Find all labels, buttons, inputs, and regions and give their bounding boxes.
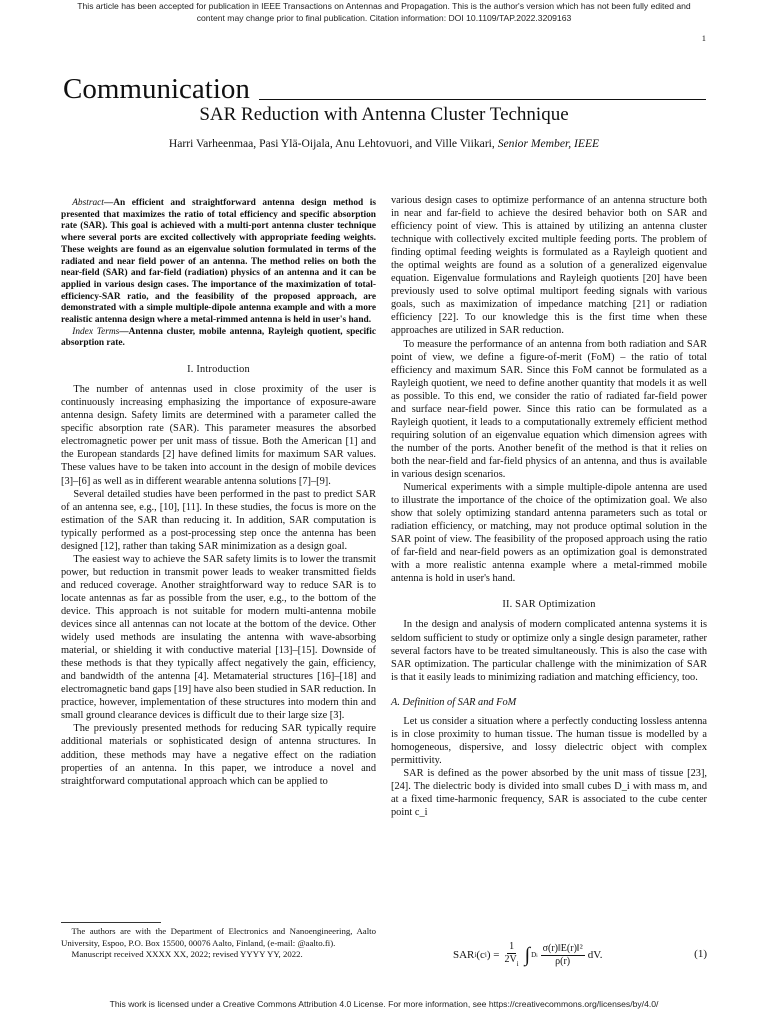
index-terms-label: Index Terms [72,326,120,337]
eq-fraction [502,941,520,970]
abstract [61,198,376,327]
author-footnote [61,922,376,961]
header-rule [259,99,706,100]
eq-lhs-arg: (c [476,949,485,961]
body-paragraph: SAR is defined as the power absorbed by the unit mass of tissue [23], [24]. The dielectric body is divided into small cubes D_i with mass m, and at a fixed time-harmonic frequency, SAR is associated to the cube center point c_i [391,767,707,819]
article-kind: Communication [63,73,250,105]
footnote-affiliation: The authors are with the Department of Electronics and Nanoengineering, Aalto University, Espoo, P.O. Box 15500, 00076 Aalto, Finland, (e-mail: @aalto.fi). [61,926,376,948]
eq-integral-domain-text: D [531,951,537,959]
eq-lhs-arg-sub: i [484,951,487,959]
integral-sign: ∫ [524,944,531,966]
body-paragraph: Numerical experiments with a simple multiple-dipole antenna are used to illustrate the importance of the choice of the optimization goal. We also show that solely optimizing standard antenna parameters such as total or radiation efficiency, or matching, may not produce optimal solution in the SAR point of view. The feasibility of the proposed approach using the ratio of far-field and near-field powers as an optimization goal is demonstrated with a more realistic antenna example where a metal-rimmed mobile antenna is hold in user's hand. [391,482,707,585]
index-terms-text: —Antenna cluster, mobile antenna, Rayleigh quotient, specific absorption rate. [61,326,377,349]
paper-title: SAR Reduction with Antenna Cluster Technique [199,104,569,125]
abstract-label: Abstract [72,198,104,208]
body-paragraph: In the design and analysis of modern complicated antenna systems it is seldom sufficient to study or optimize only a single design parameter, rather several factors have to be treated simultaneously. This is also the case with SAR optimization. The particular challenge with the minimization of SAR is that it easily leads to minimizing radiation and matching efficiency, too. [391,619,707,683]
eq-fraction-num: 1 [509,940,515,952]
footnote-rule [61,922,161,923]
publication-notice-line-2: content may change prior to final publication. Citation information: DOI 10.1109/TAP.2022.3209163 [196,13,572,23]
left-column [61,198,376,788]
eq-differential: dV. [587,949,603,961]
author-names: Harri Varheenmaa, Pasi Ylä-Oijala, Anu Lehtovuori, and Ville Viikari, [168,137,495,150]
eq-integral-domain [531,951,537,959]
footnote-manuscript: Manuscript received XXXX XX, 2022; revised YYYY YY, 2022. [71,949,303,960]
publication-notice-line-1: This article has been accepted for publication in IEEE Transactions on Antennas and Propagation. This is the author's version which has not been fully edited and [77,1,691,11]
equation-number: (1) [694,948,707,960]
body-paragraph: To measure the performance of an antenna from both radiation and SAR point of view, we define a figure-of-merit (FoM) – the ratio of total efficiency and maximum SAR. Since this FoM cannot be formulated as a Rayleigh quotient, we need to define another quantity that models it as well as possible. To this end, we consider the ratio of radiated far-field power and surface near-field power. Since this ratio can be formulated as a Rayleigh quotient, it leads to a computationally extremely efficient method requiring solution of an eigenvalue equation which dimension agrees with the number of the ports. Another benefit of the method is that it relies on both the near-field and far-field physics of an antenna, and thus is available in various design scenarios. [391,338,707,480]
body-paragraph: Let us consider a situation where a perfectly conducting lossless antenna is in close proximity to human tissue. The human tissue is modelled by a homogeneous, dispersive, and lossy dielectric object with complex permittivity. [391,715,707,766]
eq-fraction-den [502,954,520,970]
intro-paragraph: The number of antennas used in close proximity of the user is continuously increasing emphasizing the importance of exposure-aware antenna design. Safety limits are determined with a parameter called the specific absorption rate (SAR). This parameter measures the absorbed electromagnetic power per unit mass of tissue. Both the American [1] and the European standards [2] have defined limits for maximum SAR values. These values have to be taken into account in the design of mobile devices [3]–[6] as well as in different wearable antenna solutions [7]–[9]. [61,384,376,487]
intro-paragraph: Several detailed studies have been performed in the past to predict SAR of an antenna see, e.g., [10], [11]. In these studies, the focus is more on the estimation of the SAR than reducing it. In addition, SAR computation is typically performed as a post-processing step once the antenna has been designed [12], rather than taking SAR minimization as a design goal. [61,488,376,552]
eq-integrand-num: σ(r)‖E(r)‖² [542,942,583,954]
right-column [391,194,707,819]
eq-integral-domain-sub: i [536,954,538,959]
body-paragraph: various design cases to optimize performance of an antenna structure both in near and far-field to achieve the desired behavior both on SAR and efficiency point of view. This is attained by utilizing an antenna cluster technique with collectively excited multiple feeding ports. The problem of finding optimal feeding weights is formulated as a Rayleigh quotient and the optimal weights are found as a solution of a generalized eigenvalue equation. Eigenvalue formulations and Rayleigh quotients [20] have been previously used to solve optimal multiport feeding signals with various goals, such as maximization of impedance matching [21] or radiation efficiency [22]. To our knowledge this is the first time when these approaches are utilized in SAR reduction. [391,195,707,337]
eq-lhs-close: ) = [486,949,500,961]
intro-paragraph: The previously presented methods for reducing SAR typically require additional materials or sophisticated design of antenna structures. In addition, these methods may have a negative effect on the radiation properties of an antenna. In this paper, we introduce a novel and straightforward computational approach which can be applied to [61,723,376,787]
license-notice: This work is licensed under a Creative Commons Attribution 4.0 License. For more information, see https://creativecommons.org/licenses/by/4.0/ [109,999,659,1009]
eq-fraction-den-sub: i [516,959,519,968]
author-list [0,137,768,150]
article-kind-header [63,72,706,106]
eq-integrand-den: ρ(r) [555,955,571,967]
equation-body [453,940,602,970]
publication-notice [0,0,768,24]
intro-paragraph: The easiest way to achieve the SAR safety limits is to lower the transmit power, but reduction in transmit power leads to weaker transmitted fields and reduced coverage. Another straightforward way to reduce SAR is to locate antennas as far as possible from the user, e.g., to the bottom of the device. This approach is not suitable for modern multi-antenna mobile devices since all antennas can not locate at the bottom of the device. Other widely used methods are insulating the antenna with wave-absorbing material, or shielding it with conductive material [13]–[15]. Downside of these methods is that they typically affect negatively the gain, efficiency, and bandwidth of the antenna [4]. Metamaterial structures [16]–[18] and electromagnetic band gaps [19] have also been studied in SAR reduction. In practice, however, implementation of these structures into modern thin and small ground clearance devices is difficult due to their large size [3]. [61,553,376,722]
page-number: 1 [701,33,706,43]
equation-sar [391,940,707,970]
eq-lhs-sub: i [474,951,477,959]
subsection-heading-definition: A. Definition of SAR and FoM [391,696,517,708]
section-heading-introduction: I. Introduction [187,364,250,376]
section-heading-sar-optimization: II. SAR Optimization [502,599,596,611]
eq-fraction-den-text: 2V [504,953,517,965]
eq-integrand [541,943,585,968]
eq-lhs: SAR [453,949,475,961]
abstract-text: —An efficient and straightforward antenna design method is presented that maximizes the ratio of total efficiency and specific absorption rate (SAR). This goal is achieved with a multi-port antenna cluster technique where several ports are excited collectively with appropriate feeding weights. These weights are found as an eigenvalue solution formulated in terms of the radiated and near field power of an antenna. The method relies on both the near-field (SAR) and far-field (radiation) physics of an antenna and it can be applied in various design cases. The importance of the maximization of total-efficiency-SAR ratio, and the feasibility of the proposed approach, are demonstrated with a simple multiple-dipole antenna example and with a more realistic antenna design where a metal-rimmed antenna is held in user's hand. [61,198,376,326]
author-membership: Senior Member, IEEE [497,137,600,150]
index-terms [61,327,376,350]
